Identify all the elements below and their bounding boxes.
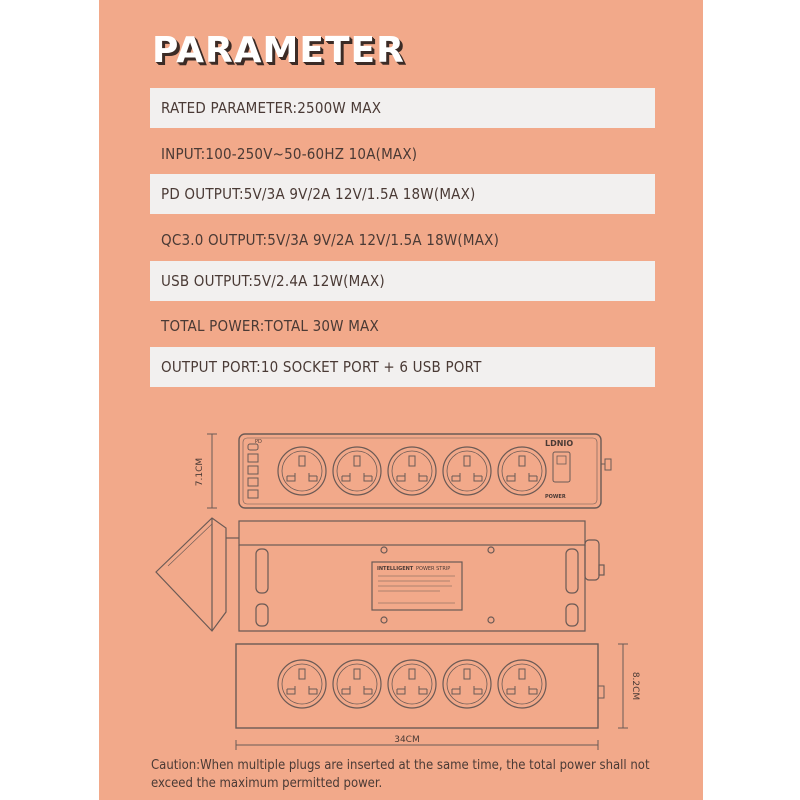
strip-back-view [226, 521, 604, 631]
label-card-title: INTELLIGENT [377, 566, 414, 572]
caution-note: Caution:When multiple plugs are inserted at the same time, the total power shall not exceed the maximum permitted power. [151, 758, 650, 791]
usb-port-label: PD [255, 439, 262, 445]
label-card-subtitle: POWER STRIP [416, 566, 451, 572]
page-title: PARAMETER [152, 30, 405, 71]
param-row-input: INPUT:100-250V~50-60HZ 10A(MAX) [161, 145, 418, 163]
dimension-line-height-side [618, 644, 628, 728]
param-row-output-port: OUTPUT PORT:10 SOCKET PORT + 6 USB PORT [150, 347, 655, 387]
param-row-pd-output: PD OUTPUT:5V/3A 9V/2A 12V/1.5A 18W(MAX) [150, 174, 655, 214]
strip-front-view [236, 644, 604, 728]
param-row-rated: RATED PARAMETER:2500W MAX [150, 88, 655, 128]
dimension-height-top: 7.1CM [195, 457, 205, 487]
brand-logo-text: LDNIO [545, 439, 574, 448]
dimension-length: 34CM [394, 735, 420, 745]
usb-ports [248, 444, 258, 498]
dimension-height-side: 8.2CM [630, 671, 640, 701]
power-switch [553, 452, 570, 482]
param-row-usb-output: USB OUTPUT:5V/2.4A 12W(MAX) [150, 261, 655, 301]
strip-top-view [239, 434, 611, 508]
dimension-line-height-top [207, 434, 217, 508]
power-label: POWER [545, 494, 566, 500]
param-row-qc-output: QC3.0 OUTPUT:5V/3A 9V/2A 12V/1.5A 18W(MAX) [161, 231, 500, 249]
strip-side-view [156, 518, 226, 631]
param-row-total-power: TOTAL POWER:TOTAL 30W MAX [161, 317, 379, 335]
